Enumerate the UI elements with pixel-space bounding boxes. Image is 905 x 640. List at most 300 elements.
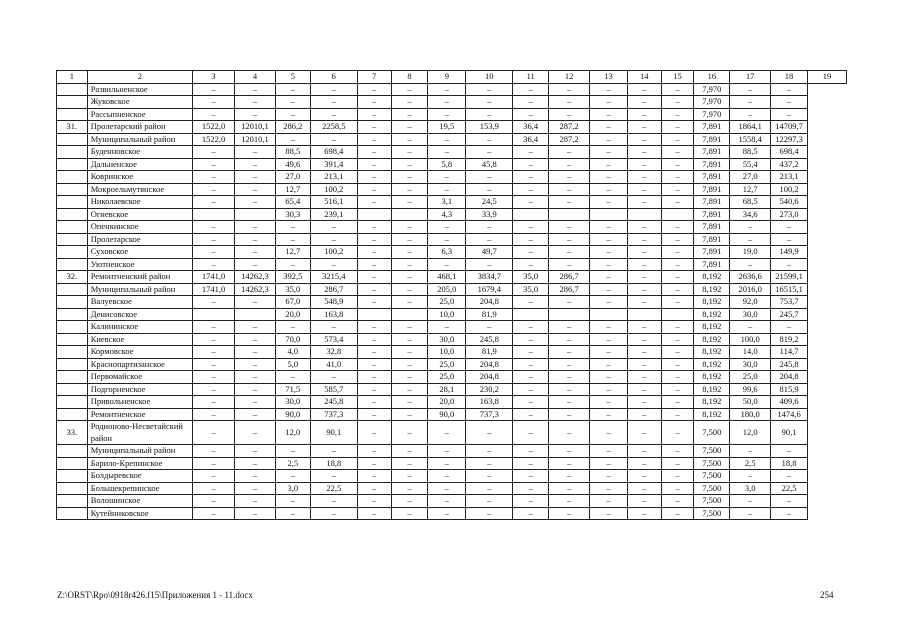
row-number: [57, 196, 88, 209]
value-cell: –: [549, 183, 590, 196]
value-cell: –: [193, 333, 235, 346]
value-cell: –: [513, 445, 549, 458]
value-cell: –: [627, 408, 661, 421]
value-cell: –: [235, 258, 276, 271]
value-cell: –: [661, 271, 694, 284]
column-number: 18: [771, 71, 808, 84]
value-cell: –: [193, 171, 235, 184]
value-cell: –: [513, 83, 549, 96]
value-cell: –: [661, 296, 694, 309]
value-cell: 409,6: [771, 396, 808, 409]
value-cell: 8,192: [694, 271, 730, 284]
table-row: [57, 333, 847, 346]
row-number: [57, 83, 88, 96]
value-cell: 7,891: [694, 246, 730, 259]
column-number: 10: [466, 71, 513, 84]
value-cell: –: [235, 83, 276, 96]
value-cell: 7,891: [694, 183, 730, 196]
value-cell: [193, 308, 235, 321]
value-cell: 16515,1: [771, 283, 808, 296]
value-cell: 1679,4: [466, 283, 513, 296]
row-number: [57, 321, 88, 334]
value-cell: 3,0: [730, 482, 771, 495]
value-cell: –: [627, 495, 661, 508]
table-row: [57, 283, 847, 296]
value-cell: –: [466, 146, 513, 159]
value-cell: –: [391, 146, 428, 159]
value-cell: –: [771, 507, 808, 520]
value-cell: –: [391, 83, 428, 96]
value-cell: 153,9: [466, 121, 513, 134]
row-number: [57, 457, 88, 470]
value-cell: 239,1: [310, 208, 357, 221]
value-cell: –: [549, 96, 590, 109]
row-number: [57, 358, 88, 371]
value-cell: –: [391, 333, 428, 346]
row-number: [57, 408, 88, 421]
row-number: [57, 283, 88, 296]
table-row: [57, 507, 847, 520]
settlement-name: Ремонтненский район: [87, 271, 192, 284]
table-row: [57, 121, 847, 134]
value-cell: 100,2: [310, 246, 357, 259]
value-cell: –: [627, 121, 661, 134]
value-cell: –: [513, 321, 549, 334]
value-cell: –: [627, 457, 661, 470]
value-cell: 25,0: [428, 358, 466, 371]
value-cell: –: [235, 333, 276, 346]
row-number: [57, 296, 88, 309]
value-cell: 3215,4: [310, 271, 357, 284]
value-cell: –: [235, 470, 276, 483]
table-row: [57, 346, 847, 359]
value-cell: –: [235, 507, 276, 520]
row-number: 33.: [57, 421, 88, 445]
value-cell: 819,2: [771, 333, 808, 346]
value-cell: [193, 208, 235, 221]
value-cell: –: [428, 495, 466, 508]
value-cell: 19,0: [730, 246, 771, 259]
value-cell: –: [391, 470, 428, 483]
value-cell: –: [391, 133, 428, 146]
value-cell: 8,192: [694, 283, 730, 296]
value-cell: 7,891: [694, 196, 730, 209]
value-cell: 1741,0: [193, 271, 235, 284]
column-number: 1: [57, 71, 88, 84]
value-cell: –: [357, 321, 391, 334]
value-cell: –: [193, 258, 235, 271]
value-cell: –: [428, 171, 466, 184]
table-row: [57, 421, 847, 445]
value-cell: –: [193, 196, 235, 209]
value-cell: –: [466, 445, 513, 458]
value-cell: –: [590, 507, 628, 520]
value-cell: –: [235, 246, 276, 259]
value-cell: –: [357, 333, 391, 346]
settlement-name: Суховское: [87, 246, 192, 259]
value-cell: –: [513, 371, 549, 384]
settlement-name: Муниципальный район: [87, 445, 192, 458]
value-cell: 7,891: [694, 121, 730, 134]
value-cell: –: [661, 371, 694, 384]
value-cell: –: [391, 158, 428, 171]
row-number: [57, 158, 88, 171]
value-cell: –: [391, 445, 428, 458]
value-cell: 49,7: [466, 246, 513, 259]
value-cell: 1558,4: [730, 133, 771, 146]
value-cell: –: [627, 346, 661, 359]
value-cell: –: [730, 507, 771, 520]
value-cell: 65,4: [275, 196, 310, 209]
value-cell: –: [428, 133, 466, 146]
value-cell: –: [193, 346, 235, 359]
value-cell: –: [661, 158, 694, 171]
value-cell: 8,192: [694, 308, 730, 321]
value-cell: 14262,3: [235, 283, 276, 296]
value-cell: 10,0: [428, 346, 466, 359]
value-cell: –: [661, 246, 694, 259]
value-cell: –: [730, 96, 771, 109]
value-cell: [235, 208, 276, 221]
value-cell: –: [193, 445, 235, 458]
value-cell: 12,0: [275, 421, 310, 445]
value-cell: –: [310, 258, 357, 271]
value-cell: –: [549, 396, 590, 409]
value-cell: –: [235, 321, 276, 334]
value-cell: –: [590, 246, 628, 259]
value-cell: 27,0: [730, 171, 771, 184]
value-cell: –: [513, 346, 549, 359]
value-cell: 7,891: [694, 158, 730, 171]
value-cell: –: [428, 146, 466, 159]
value-cell: –: [357, 246, 391, 259]
data-table: [56, 70, 847, 520]
value-cell: 437,2: [771, 158, 808, 171]
value-cell: –: [466, 321, 513, 334]
value-cell: 273,0: [771, 208, 808, 221]
row-number: [57, 308, 88, 321]
value-cell: 7,891: [694, 233, 730, 246]
column-number: 16: [694, 71, 730, 84]
value-cell: –: [357, 146, 391, 159]
value-cell: –: [661, 183, 694, 196]
value-cell: –: [661, 408, 694, 421]
value-cell: [235, 308, 276, 321]
value-cell: 8,192: [694, 358, 730, 371]
value-cell: 35,0: [275, 283, 310, 296]
value-cell: –: [235, 482, 276, 495]
value-cell: –: [661, 383, 694, 396]
column-number: 7: [357, 71, 391, 84]
value-cell: –: [627, 171, 661, 184]
value-cell: 7,500: [694, 470, 730, 483]
settlement-name: Калининское: [87, 321, 192, 334]
value-cell: –: [235, 383, 276, 396]
value-cell: 8,192: [694, 296, 730, 309]
value-cell: –: [590, 321, 628, 334]
settlement-name: Большекрепинское: [87, 482, 192, 495]
value-cell: 392,5: [275, 271, 310, 284]
value-cell: –: [193, 507, 235, 520]
value-cell: 90,0: [275, 408, 310, 421]
value-cell: –: [391, 346, 428, 359]
value-cell: 20,0: [428, 396, 466, 409]
value-cell: –: [627, 321, 661, 334]
value-cell: –: [549, 333, 590, 346]
value-cell: 286,7: [549, 271, 590, 284]
value-cell: –: [627, 196, 661, 209]
settlement-name: Первомайское: [87, 371, 192, 384]
value-cell: –: [627, 221, 661, 234]
header-row: [57, 71, 847, 84]
value-cell: –: [661, 83, 694, 96]
value-cell: –: [193, 457, 235, 470]
value-cell: [391, 308, 428, 321]
value-cell: 1474,6: [771, 408, 808, 421]
value-cell: 90,0: [428, 408, 466, 421]
value-cell: –: [590, 96, 628, 109]
value-cell: 114,7: [771, 346, 808, 359]
value-cell: –: [661, 321, 694, 334]
value-cell: –: [549, 495, 590, 508]
value-cell: 6,3: [428, 246, 466, 259]
value-cell: 30,0: [275, 396, 310, 409]
value-cell: 204,8: [466, 371, 513, 384]
value-cell: –: [730, 83, 771, 96]
value-cell: –: [391, 246, 428, 259]
document-path: Z:\ORST\Rpo\0918r426.f15\Приложения 1 - 11.docx: [57, 590, 253, 600]
value-cell: –: [466, 457, 513, 470]
column-number: 13: [590, 71, 628, 84]
settlement-name: Муниципальный район: [87, 133, 192, 146]
value-cell: 14,0: [730, 346, 771, 359]
value-cell: 22,5: [771, 482, 808, 495]
value-cell: [590, 208, 628, 221]
value-cell: 18,8: [771, 457, 808, 470]
value-cell: –: [627, 271, 661, 284]
value-cell: 585,7: [310, 383, 357, 396]
value-cell: –: [235, 495, 276, 508]
value-cell: –: [391, 482, 428, 495]
value-cell: –: [275, 321, 310, 334]
row-number: [57, 233, 88, 246]
value-cell: 573,4: [310, 333, 357, 346]
value-cell: 8,192: [694, 333, 730, 346]
value-cell: –: [661, 258, 694, 271]
value-cell: –: [357, 507, 391, 520]
settlement-name: Краснопартизанское: [87, 358, 192, 371]
value-cell: –: [275, 258, 310, 271]
value-cell: –: [661, 445, 694, 458]
value-cell: –: [275, 83, 310, 96]
value-cell: 204,8: [466, 296, 513, 309]
value-cell: –: [235, 171, 276, 184]
value-cell: –: [235, 196, 276, 209]
settlement-name: Валуевское: [87, 296, 192, 309]
value-cell: –: [275, 233, 310, 246]
value-cell: –: [428, 470, 466, 483]
value-cell: 149,9: [771, 246, 808, 259]
value-cell: –: [590, 146, 628, 159]
column-number: 14: [627, 71, 661, 84]
value-cell: 391,4: [310, 158, 357, 171]
value-cell: –: [513, 246, 549, 259]
value-cell: –: [193, 482, 235, 495]
value-cell: –: [391, 507, 428, 520]
row-number: [57, 96, 88, 109]
value-cell: 24,5: [466, 196, 513, 209]
value-cell: –: [357, 221, 391, 234]
row-number: [57, 371, 88, 384]
value-cell: –: [466, 258, 513, 271]
value-cell: –: [391, 321, 428, 334]
value-cell: 67,0: [275, 296, 310, 309]
value-cell: [549, 208, 590, 221]
row-number: 32.: [57, 271, 88, 284]
value-cell: –: [513, 482, 549, 495]
value-cell: –: [661, 457, 694, 470]
value-cell: –: [391, 457, 428, 470]
row-number: [57, 133, 88, 146]
value-cell: –: [513, 233, 549, 246]
value-cell: –: [357, 371, 391, 384]
value-cell: –: [428, 233, 466, 246]
settlement-name: Огневское: [87, 208, 192, 221]
value-cell: –: [310, 445, 357, 458]
value-cell: 3834,7: [466, 271, 513, 284]
value-cell: –: [590, 408, 628, 421]
value-cell: –: [357, 421, 391, 445]
value-cell: –: [513, 421, 549, 445]
value-cell: –: [193, 83, 235, 96]
value-cell: –: [513, 258, 549, 271]
value-cell: –: [549, 421, 590, 445]
value-cell: –: [549, 83, 590, 96]
value-cell: –: [466, 495, 513, 508]
value-cell: 28,1: [428, 383, 466, 396]
value-cell: –: [549, 246, 590, 259]
value-cell: –: [235, 183, 276, 196]
value-cell: –: [235, 96, 276, 109]
value-cell: –: [235, 346, 276, 359]
value-cell: –: [627, 146, 661, 159]
value-cell: 8,192: [694, 371, 730, 384]
value-cell: 12010,1: [235, 121, 276, 134]
value-cell: –: [310, 233, 357, 246]
value-cell: –: [771, 321, 808, 334]
value-cell: –: [661, 196, 694, 209]
value-cell: –: [193, 371, 235, 384]
row-number: [57, 445, 88, 458]
value-cell: 7,970: [694, 108, 730, 121]
value-cell: [627, 208, 661, 221]
value-cell: –: [627, 158, 661, 171]
value-cell: 12,0: [730, 421, 771, 445]
settlement-name: Рассыпненское: [87, 108, 192, 121]
value-cell: –: [730, 108, 771, 121]
value-cell: [391, 208, 428, 221]
table-row: [57, 208, 847, 221]
value-cell: 7,970: [694, 96, 730, 109]
value-cell: –: [275, 445, 310, 458]
column-number: 6: [310, 71, 357, 84]
value-cell: [590, 308, 628, 321]
value-cell: –: [549, 296, 590, 309]
settlement-name: Жуковское: [87, 96, 192, 109]
value-cell: –: [590, 346, 628, 359]
table-row: [57, 358, 847, 371]
value-cell: –: [391, 396, 428, 409]
table-row: [57, 308, 847, 321]
value-cell: –: [627, 445, 661, 458]
value-cell: –: [590, 296, 628, 309]
value-cell: 7,500: [694, 482, 730, 495]
value-cell: –: [428, 183, 466, 196]
value-cell: 286,7: [549, 283, 590, 296]
value-cell: –: [310, 83, 357, 96]
table-row: [57, 158, 847, 171]
value-cell: –: [549, 482, 590, 495]
value-cell: –: [627, 396, 661, 409]
value-cell: 90,1: [771, 421, 808, 445]
value-cell: –: [235, 408, 276, 421]
table-row: [57, 321, 847, 334]
value-cell: –: [310, 108, 357, 121]
value-cell: –: [513, 495, 549, 508]
value-cell: –: [193, 96, 235, 109]
value-cell: 287,2: [549, 121, 590, 134]
table-row: [57, 495, 847, 508]
value-cell: –: [357, 121, 391, 134]
value-cell: –: [357, 495, 391, 508]
value-cell: –: [235, 221, 276, 234]
value-cell: –: [193, 321, 235, 334]
table-row: [57, 408, 847, 421]
value-cell: 548,9: [310, 296, 357, 309]
value-cell: 2016,0: [730, 283, 771, 296]
row-number: [57, 171, 88, 184]
value-cell: –: [661, 507, 694, 520]
value-cell: –: [391, 196, 428, 209]
value-cell: –: [661, 396, 694, 409]
value-cell: –: [590, 196, 628, 209]
page-number: 254: [820, 590, 834, 600]
value-cell: –: [357, 470, 391, 483]
row-number: [57, 246, 88, 259]
table-row: [57, 146, 847, 159]
settlement-name: Мокроельмутянское: [87, 183, 192, 196]
value-cell: –: [661, 233, 694, 246]
value-cell: –: [513, 146, 549, 159]
settlement-name: Опенкинское: [87, 221, 192, 234]
value-cell: –: [466, 96, 513, 109]
settlement-name: Пролетарское: [87, 233, 192, 246]
value-cell: –: [357, 457, 391, 470]
value-cell: 99,6: [730, 383, 771, 396]
value-cell: 12297,3: [771, 133, 808, 146]
value-cell: –: [357, 482, 391, 495]
value-cell: –: [590, 421, 628, 445]
value-cell: –: [466, 183, 513, 196]
value-cell: –: [771, 96, 808, 109]
value-cell: –: [627, 371, 661, 384]
value-cell: 4,0: [275, 346, 310, 359]
value-cell: –: [627, 246, 661, 259]
value-cell: –: [627, 482, 661, 495]
value-cell: 3,1: [428, 196, 466, 209]
row-number: [57, 221, 88, 234]
value-cell: –: [513, 96, 549, 109]
